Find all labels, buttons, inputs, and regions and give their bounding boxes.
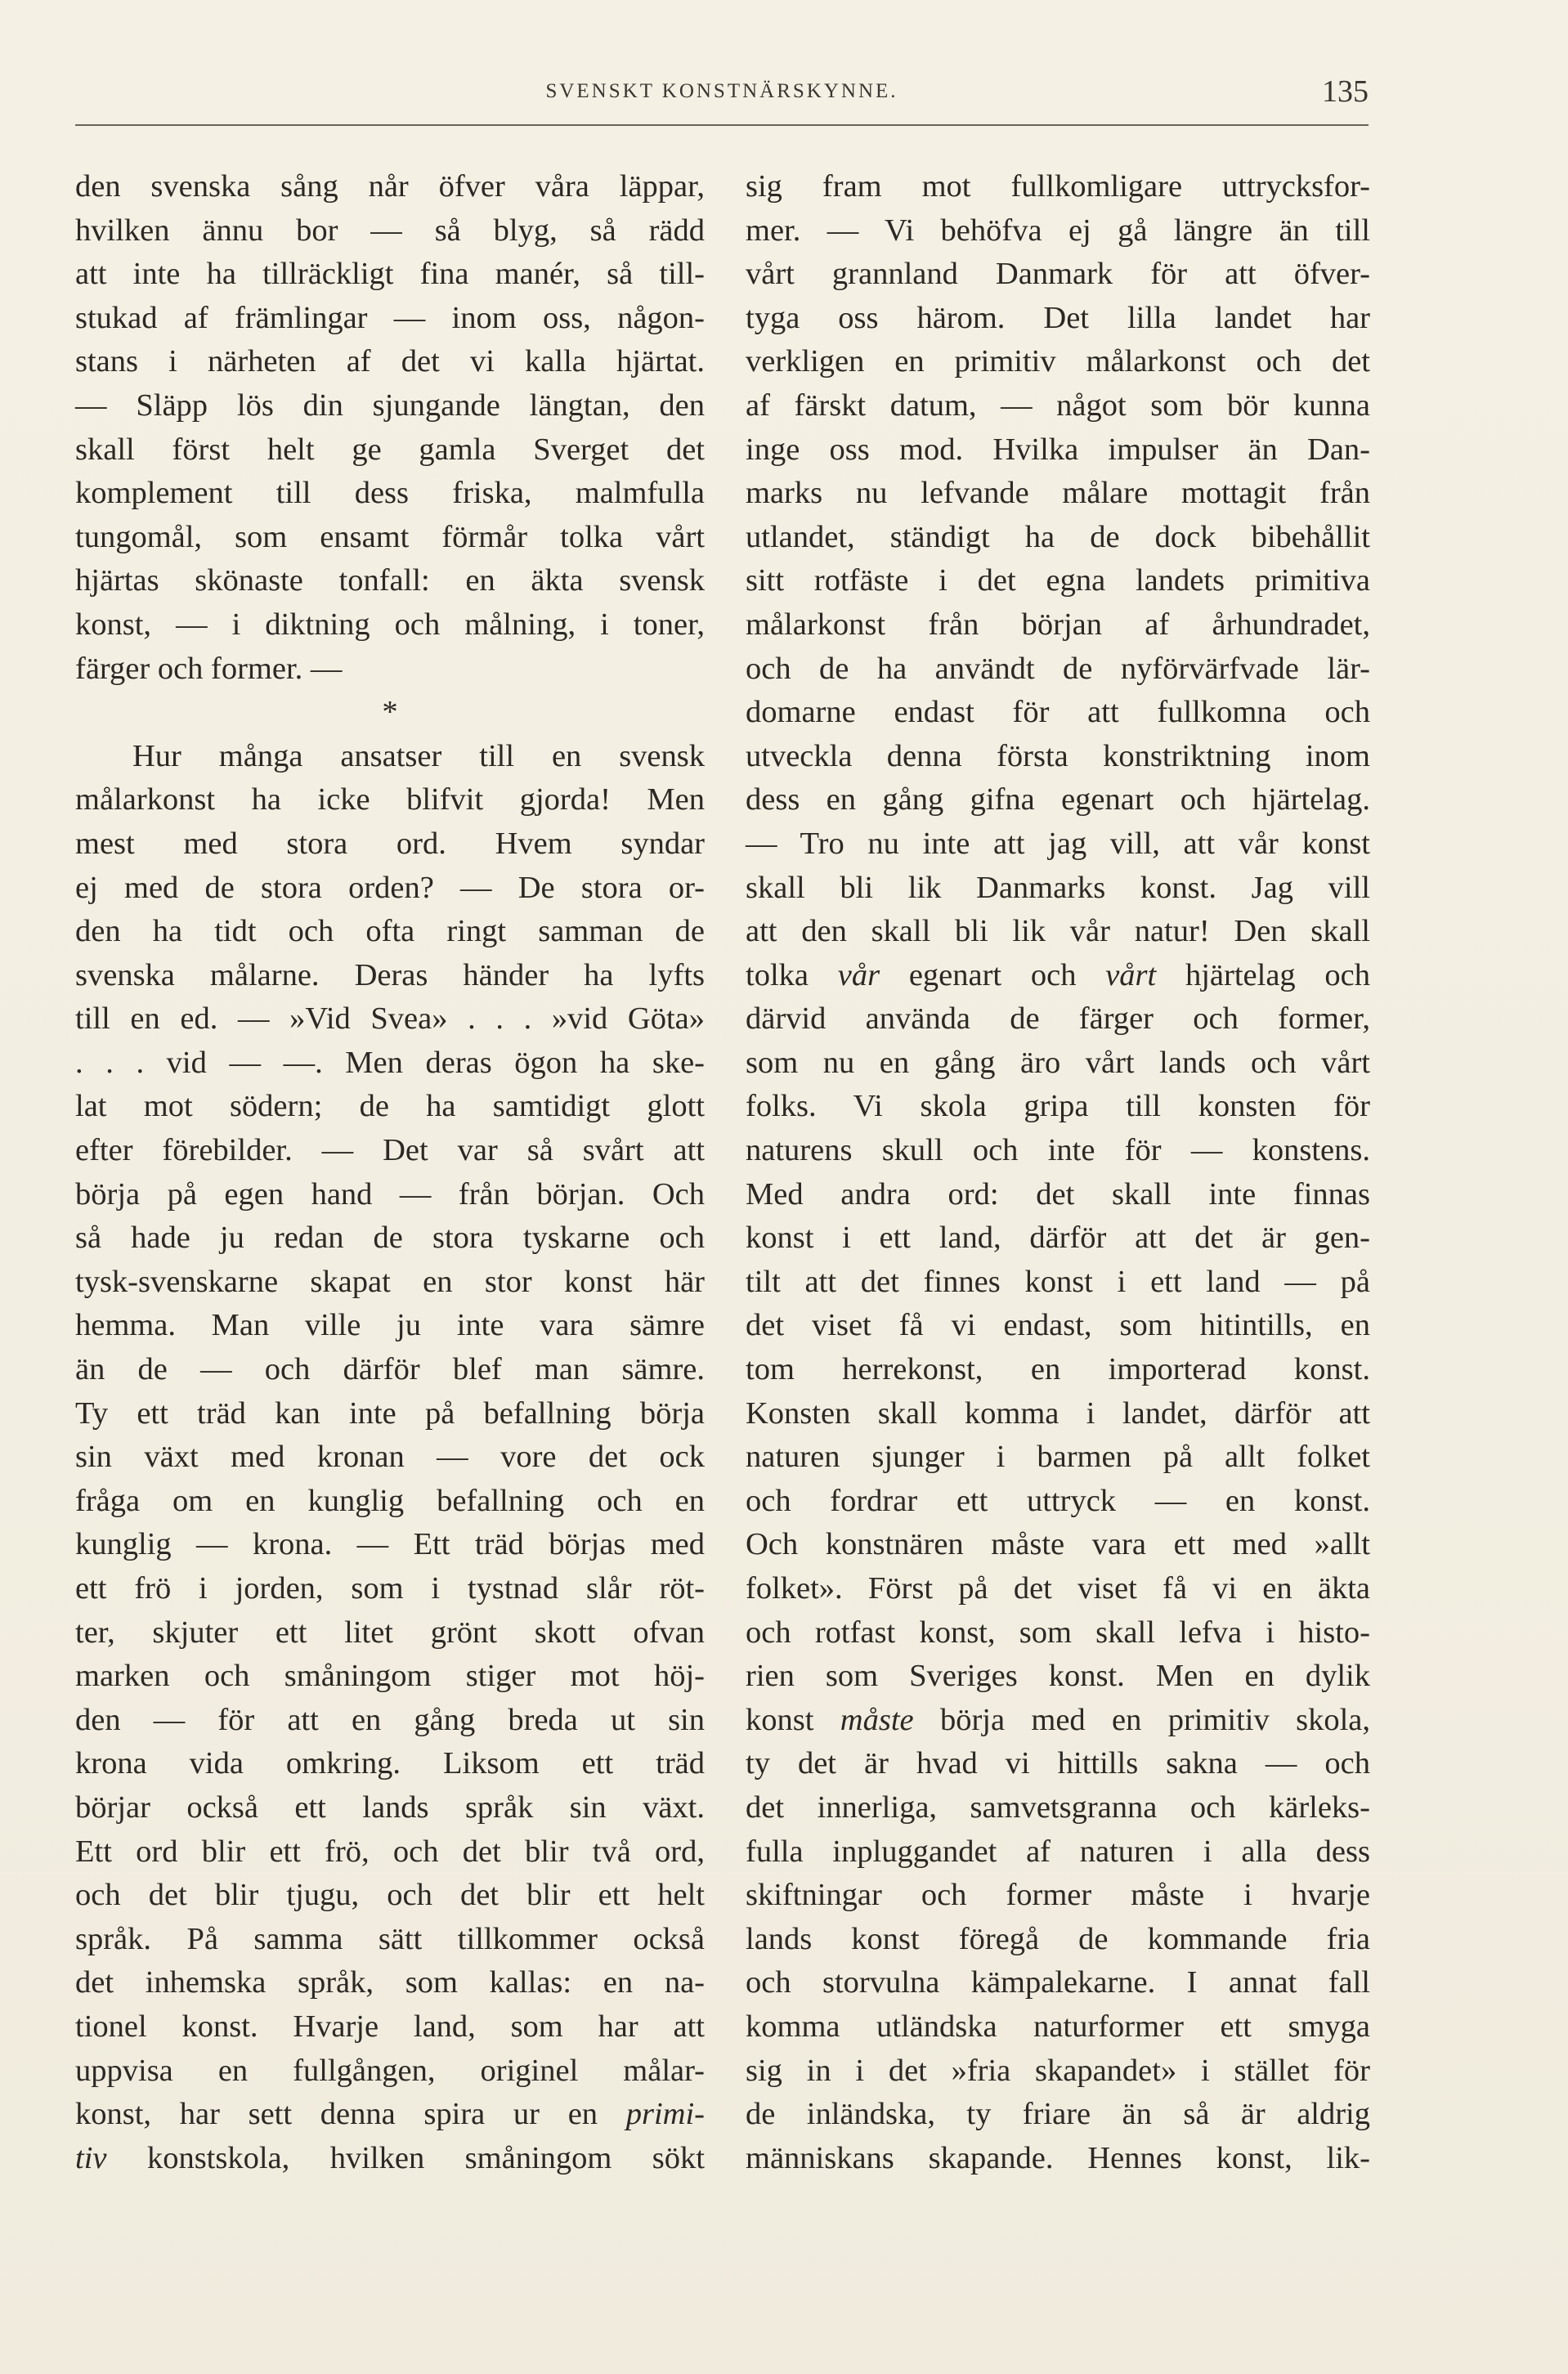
line-text: och det blir tjugu, och det blir ett helt (75, 1878, 705, 1913)
text-line (746, 997, 1370, 1041)
text-line (746, 1523, 1370, 1567)
line-text: Med andra ord: det skall inte finnas (746, 1176, 1370, 1212)
line-text: krona vida omkring. Liksom ett träd (75, 1746, 705, 1781)
text-segment: konst (746, 1702, 840, 1737)
line-text: Ty ett träd kan inte på befallning börja (75, 1395, 705, 1431)
text-line (746, 1567, 1370, 1611)
line-text: naturen sjunger i barmen på allt folket (746, 1440, 1370, 1475)
line-text: inge oss mod. Hvilka impulser än Dan- (746, 432, 1370, 467)
text-line (746, 2137, 1370, 2181)
text-line (746, 2093, 1370, 2137)
line-text: som nu en gång äro vårt lands och vårt (746, 1045, 1370, 1080)
text-line (75, 647, 705, 692)
line-text: af färskt datum, — något som bör kunna (746, 387, 1370, 423)
line-text: tom herrekonst, en importerad konst. (746, 1352, 1370, 1387)
line-text: den — för att en gång breda ut sin (75, 1702, 705, 1737)
text-line (75, 340, 705, 384)
text-line (746, 209, 1370, 253)
line-text: marken och småningom stiger mot höj- (75, 1659, 705, 1694)
line-text: naturens skull och inte för — konstens. (746, 1133, 1370, 1168)
text-line (746, 1480, 1370, 1524)
line-text: skiftningar och former måste i hvarje (746, 1878, 1370, 1913)
text-line (75, 1392, 705, 1436)
text-line (75, 1830, 705, 1875)
text-line (746, 867, 1370, 911)
line-text: uppvisa en fullgången, originel målar- (75, 2053, 705, 2088)
header-rule (75, 124, 1369, 126)
text-line (746, 1699, 1370, 1743)
line-text: och rotfast konst, som skall lefva i histo- (746, 1615, 1370, 1650)
line-text: och fordrar ett uttryck — en konst. (746, 1483, 1370, 1518)
line-text: det innerliga, samvetsgranna och kärleks- (746, 1789, 1370, 1825)
line-text: än de — och därför blef man sämre. (75, 1352, 705, 1387)
text-line (75, 778, 705, 822)
text-segment: tolka (746, 957, 838, 992)
line-text: konst, har sett denna spira ur en (75, 2097, 598, 2132)
text-line (746, 297, 1370, 341)
line-text: ett frö i jorden, som i tystnad slår röt- (75, 1571, 705, 1606)
text-line (75, 1874, 705, 1918)
text-line (746, 778, 1370, 822)
line-text: tionel konst. Hvarje land, som har att (75, 2009, 705, 2044)
text-line (75, 735, 705, 779)
line-text: folks. Vi skola gripa till konsten för (746, 1089, 1370, 1124)
line-text: Hur många ansatser till en svensk (132, 738, 705, 773)
line-text: tyga oss härom. Det lilla landet har (746, 300, 1370, 335)
text-line (75, 1085, 705, 1129)
line-text: mer. — Vi behöfva ej gå längre än till (746, 213, 1370, 248)
line-text: målarkonst ha icke blifvit gjorda! Men (75, 782, 705, 817)
text-line (75, 1742, 705, 1786)
text-line (75, 1786, 705, 1830)
text-line (75, 253, 705, 297)
text-line (75, 472, 705, 516)
line-text: Konsten skall komma i landet, därför att (746, 1395, 1370, 1431)
text-line (746, 1261, 1370, 1305)
line-text: vårt grannland Danmark för att öfver- (746, 257, 1370, 292)
text-line (75, 559, 705, 603)
text-line (75, 867, 705, 911)
line-text: ter, skjuter ett litet grönt skott ofvan (75, 1615, 705, 1650)
text-line (746, 1436, 1370, 1480)
text-line (75, 1436, 705, 1480)
line-text: komma utländska naturformer ett smyga (746, 2009, 1370, 2044)
line-text: ej med de stora orden? — De stora or- (75, 870, 705, 905)
text-line (746, 1786, 1370, 1830)
text-line (75, 691, 705, 735)
text-line (75, 2093, 705, 2137)
line-text: marks nu lefvande målare mottagit från (746, 476, 1370, 511)
text-line (75, 2005, 705, 2049)
text-line (746, 1173, 1370, 1217)
text-line (75, 910, 705, 954)
text-line (746, 1918, 1370, 1962)
text-line (746, 1304, 1370, 1348)
text-line (75, 1348, 705, 1392)
text-line (75, 997, 705, 1041)
line-text: domarne endast för att fullkomna och (746, 695, 1370, 730)
text-line (75, 1216, 705, 1261)
line-text: den svenska sång når öfver våra läppar, (75, 169, 705, 204)
line-text: kunglig — krona. — Ett träd börjas med (75, 1527, 705, 1562)
line-text: sitt rotfäste i det egna landets primitiva (746, 563, 1370, 598)
line-text: till en ed. — »Vid Svea» . . . »vid Göta» (75, 1001, 705, 1037)
line-text: Ett ord blir ett frö, och det blir två ord, (75, 1834, 705, 1869)
text-segment: egenart och (880, 957, 1106, 992)
line-text: tilt att det finnes konst i ett land — på (746, 1264, 1370, 1299)
text-line (75, 1655, 705, 1699)
text-segment: vårt (1105, 957, 1157, 992)
line-text: konstskola, hvilken småningom sökt (106, 2140, 705, 2175)
text-line (75, 1480, 705, 1524)
running-head: SVENSKT KONSTNÄRSKYNNE. (545, 80, 898, 102)
line-text: hjärtas skönaste tonfall: en äkta svensk (75, 563, 705, 598)
line-text: sin växt med kronan — vore det ock (75, 1440, 705, 1475)
text-line (746, 1085, 1370, 1129)
text-line (75, 384, 705, 428)
text-line (75, 2049, 705, 2094)
text-line (746, 691, 1370, 735)
line-text: komplement till dess friska, malmfulla (75, 476, 705, 511)
text-line (75, 1173, 705, 1217)
text-line (746, 2005, 1370, 2049)
line-text: hemma. Man ville ju inte vara sämre (75, 1308, 705, 1343)
line-text: dess en gång gifna egenart och hjärtelag. (746, 782, 1370, 817)
line-text: — Tro nu inte att jag vill, att vår konst (746, 826, 1370, 861)
line-text: färger och former. — (75, 651, 343, 686)
page-number: 135 (1322, 74, 1369, 109)
text-line (746, 516, 1370, 560)
text-line (75, 209, 705, 253)
text-line (746, 428, 1370, 473)
line-text: det viset få vi endast, som hitintills, en (746, 1308, 1370, 1343)
text-line (75, 822, 705, 867)
text-line (75, 1129, 705, 1173)
text-line (746, 1129, 1370, 1173)
text-line (746, 2049, 1370, 2094)
line-text: konst, — i diktning och målning, i toner, (75, 607, 705, 642)
text-line (746, 384, 1370, 428)
line-text: tysk-svenskarne skapat en stor konst här (75, 1264, 705, 1299)
line-text: lat mot södern; de ha samtidigt glott (75, 1089, 705, 1124)
text-segment: måste (840, 1702, 914, 1737)
text-line (746, 472, 1370, 516)
line-text: skall bli lik Danmarks konst. Jag vill (746, 870, 1370, 905)
text-line (75, 2137, 705, 2181)
text-line (75, 1611, 705, 1655)
line-text: svenska målarne. Deras händer ha lyfts (75, 957, 705, 992)
left-text-column (75, 165, 705, 2180)
line-text: stans i närheten af det vi kalla hjärtat. (75, 344, 705, 379)
text-line (746, 954, 1370, 998)
text-line (746, 1961, 1370, 2005)
line-text: lands konst föregå de kommande fria (746, 1921, 1370, 1956)
text-line (746, 647, 1370, 692)
text-line (746, 1874, 1370, 1918)
line-text: målarkonst från början af århundradet, (746, 607, 1370, 642)
text-line (746, 1216, 1370, 1261)
text-line (746, 910, 1370, 954)
text-line (746, 1830, 1370, 1875)
text-line (746, 1655, 1370, 1699)
text-line (746, 1742, 1370, 1786)
line-text: och storvulna kämpalekarne. I annat fall (746, 1965, 1370, 2000)
text-line (746, 165, 1370, 209)
text-segment: hjärtelag och (1156, 957, 1371, 992)
italic-word: tiv (75, 2140, 107, 2175)
line-text: utveckla denna första konstriktning inom (746, 738, 1370, 773)
line-text: de inländska, ty friare än så är aldrig (746, 2097, 1370, 2132)
italic-word: primi- (625, 2097, 705, 2132)
line-text: — Släpp lös din sjungande längtan, den (75, 387, 705, 423)
text-line (75, 1261, 705, 1305)
right-text-column (746, 165, 1370, 2180)
text-line (746, 1611, 1370, 1655)
text-segment: börja med en primitiv skola, (913, 1702, 1370, 1737)
line-text: konst i ett land, därför att det är gen- (746, 1221, 1370, 1256)
line-text: sig fram mot fullkomligare uttrycksfor- (746, 169, 1370, 204)
line-text: börja på egen hand — från början. Och (75, 1176, 705, 1212)
line-text: fulla inpluggandet af naturen i alla dess (746, 1834, 1370, 1869)
text-line (746, 1392, 1370, 1436)
line-text: Och konstnären måste vara ett med »allt (746, 1527, 1370, 1562)
text-line (75, 516, 705, 560)
line-text: att inte ha tillräckligt fina manér, så till- (75, 257, 705, 292)
line-text: verkligen en primitiv målarkonst och det (746, 344, 1370, 379)
text-line (75, 1567, 705, 1611)
line-text: och de ha användt de nyförvärfvade lär- (746, 651, 1370, 686)
line-text: att den skall bli lik vår natur! Den skall (746, 914, 1370, 949)
line-text: utlandet, ständigt ha de dock bibehållit (746, 519, 1370, 554)
page-header (75, 72, 1369, 121)
line-text: språk. På samma sätt tillkommer också (75, 1921, 705, 1956)
line-text: fråga om en kunglig befallning och en (75, 1483, 705, 1518)
text-line (75, 1961, 705, 2005)
text-line (746, 253, 1370, 297)
line-text: därvid använda de färger och former, (746, 1001, 1370, 1037)
text-line (746, 735, 1370, 779)
line-text: folket». Först på det viset få vi en äkta (746, 1571, 1370, 1606)
text-line (75, 1918, 705, 1962)
text-line (746, 603, 1370, 647)
line-text: sig in i det »fria skapandet» i stället för (746, 2053, 1370, 2088)
line-text: så hade ju redan de stora tyskarne och (75, 1221, 705, 1256)
text-line (746, 1041, 1370, 1086)
text-line (75, 1699, 705, 1743)
line-text: efter förebilder. — Det var så svårt att (75, 1133, 705, 1168)
line-text: den ha tidt och ofta ringt samman de (75, 914, 705, 949)
text-line (746, 559, 1370, 603)
text-line (746, 1348, 1370, 1392)
text-line (75, 428, 705, 473)
text-line (75, 297, 705, 341)
line-text: människans skapande. Hennes konst, lik- (746, 2140, 1370, 2175)
text-line (75, 954, 705, 998)
text-line (746, 340, 1370, 384)
line-text: ty det är hvad vi hittills sakna — och (746, 1746, 1370, 1781)
line-text: stukad af främlingar — inom oss, någon- (75, 300, 705, 335)
text-line (75, 1304, 705, 1348)
text-line (75, 165, 705, 209)
line-text: börjar också ett lands språk sin växt. (75, 1789, 705, 1825)
line-text: rien som Sveriges konst. Men en dylik (746, 1659, 1370, 1694)
line-text: hvilken ännu bor — så blyg, så rädd (75, 213, 705, 248)
line-text: mest med stora ord. Hvem syndar (75, 826, 705, 861)
text-line (75, 1523, 705, 1567)
text-line (746, 822, 1370, 867)
line-text: . . . vid — —. Men deras ögon ha ske- (75, 1045, 705, 1080)
line-text: * (382, 695, 398, 730)
text-line (75, 1041, 705, 1086)
line-text: skall först helt ge gamla Sverget det (75, 432, 705, 467)
line-text: det inhemska språk, som kallas: en na- (75, 1965, 705, 2000)
text-segment: vår (837, 957, 880, 992)
text-line (75, 603, 705, 647)
line-text: tungomål, som ensamt förmår tolka vårt (75, 519, 705, 554)
